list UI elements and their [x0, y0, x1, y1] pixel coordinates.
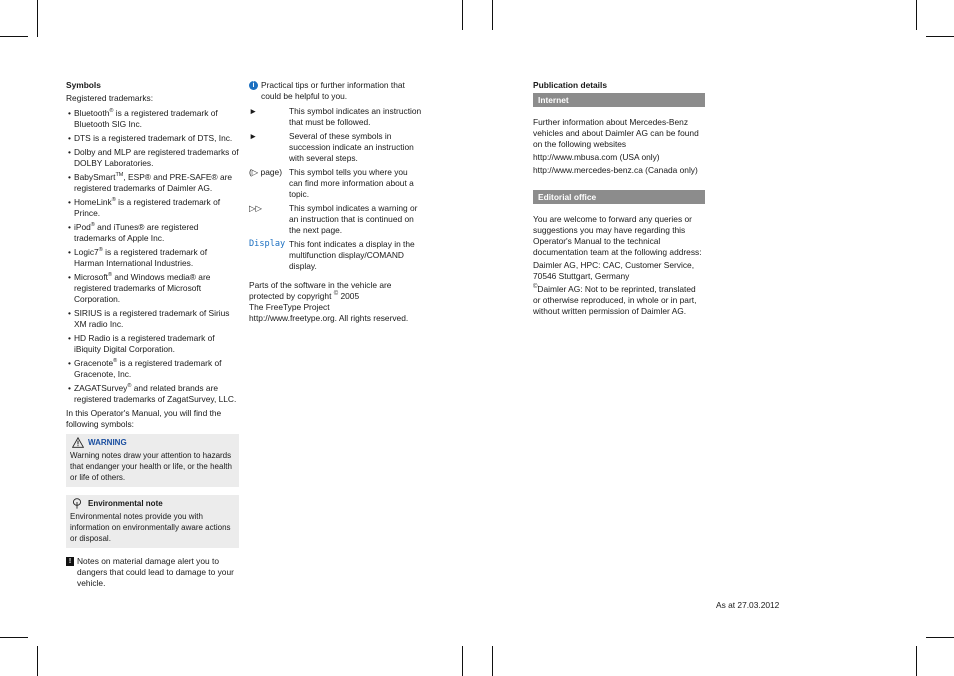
symbol-row	[249, 167, 422, 200]
symbol-description: This symbol indicates a warning or an instruction that is continued on the next page.	[289, 203, 418, 235]
right-column	[533, 80, 705, 317]
tips-note	[249, 80, 422, 102]
trademark-item: • BabySmart™, ESP® and PRE-SAFE® are registered trademarks of Daimler AG.	[66, 172, 239, 194]
internet-bar: Internet	[533, 93, 705, 107]
warning-triangle-icon	[72, 437, 84, 448]
software-notice	[249, 280, 422, 324]
warning-box	[66, 434, 239, 487]
internet-text: Further information about Mercedes-Benz vehicles and about Daimler AG can be found on the following websites	[533, 117, 699, 149]
trademark-item: • ZAGATSurvey® and related brands are registered trademarks of ZagatSurvey, LLC.	[66, 383, 239, 405]
address: Daimler AG, HPC: CAC, Customer Service, 70546 Stuttgart, Germany	[533, 260, 695, 281]
crop-mark	[37, 0, 38, 37]
trademark-item: • HD Radio is a registered trademark of iBiquity Digital Corporation.	[66, 333, 239, 355]
symbol-glyph: Display	[249, 239, 286, 249]
symbol-glyph: ►	[249, 106, 258, 116]
trademark-item: • HomeLink® is a registered trademark of Prince.	[66, 197, 239, 219]
symbol-description: Several of these symbols in succession indicate an instruction with several steps.	[289, 131, 414, 163]
software-line4: http://www.freetype.org. All rights reserved.	[249, 313, 409, 323]
environment-leaf-icon	[72, 498, 82, 509]
url-usa: http://www.mbusa.com (USA only)	[533, 152, 660, 162]
symbols-intro: In this Operator's Manual, you will find the following symbols:	[66, 408, 222, 429]
symbol-description: This symbol tells you where you can find more information about a topic.	[289, 167, 414, 199]
trademark-item: • DTS is a registered trademark of DTS, Inc.	[66, 133, 239, 144]
crop-mark	[916, 646, 917, 676]
left-column	[66, 80, 239, 589]
symbol-glyph: ►	[249, 131, 258, 141]
trademark-list	[66, 108, 239, 405]
environment-title-row	[70, 498, 235, 509]
symbol-row	[249, 203, 422, 236]
trademark-item: • Dolby and MLP are registered trademarks of DOLBY Laboratories.	[66, 147, 239, 169]
warning-title-row	[70, 437, 235, 448]
environment-box	[66, 495, 239, 548]
trademark-item: • SIRIUS is a registered trademark of Sirius XM radio Inc.	[66, 308, 239, 330]
crop-mark	[492, 0, 493, 30]
damage-note	[66, 556, 239, 589]
copyright-notice: ©Daimler AG: Not to be reprinted, translated or otherwise reproduced, in whole or in part, without written permission of Daimler AG.	[533, 284, 697, 316]
crop-mark	[462, 646, 463, 676]
trademark-item: • Gracenote® is a registered trademark of Gracenote, Inc.	[66, 358, 239, 380]
crop-mark	[37, 646, 38, 676]
editorial-text: You are welcome to forward any queries or suggestions you may have regarding this Operator's Manual to the technical documentation team at the following address:	[533, 214, 702, 257]
warning-text: Warning notes draw your attention to hazards that endanger your health or life, or the health or life of others.	[70, 451, 232, 482]
crop-mark	[0, 637, 28, 638]
warning-title: WARNING	[88, 438, 127, 447]
environment-title: Environmental note	[88, 499, 163, 508]
crop-mark	[492, 646, 493, 676]
symbol-description: This font indicates a display in the multifunction display/COMAND display.	[289, 239, 415, 271]
symbol-glyph: (▷ page)	[249, 167, 282, 177]
software-line1: Parts of the software in the vehicle are	[249, 280, 392, 290]
symbol-glyph: ▷▷	[249, 203, 262, 213]
symbol-description: This symbol indicates an instruction that must be followed.	[289, 106, 422, 127]
date-stamp: As at 27.03.2012	[716, 600, 780, 610]
damage-exclamation-icon: !	[66, 557, 74, 566]
crop-mark	[926, 36, 954, 37]
trademarks-subheading: Registered trademarks:	[66, 93, 154, 103]
trademark-item: • iPod® and iTunes® are registered trademarks of Apple Inc.	[66, 222, 239, 244]
symbol-row	[249, 239, 422, 272]
editorial-bar: Editorial office	[533, 190, 705, 204]
environment-text: Environmental notes provide you with information on environmentally aware actions or disposal.	[70, 512, 231, 543]
symbol-row	[249, 106, 422, 128]
trademark-item: • Logic7® is a registered trademark of Harman International Industries.	[66, 247, 239, 269]
url-canada: http://www.mercedes-benz.ca (Canada only)	[533, 165, 698, 175]
crop-mark	[916, 0, 917, 30]
tips-text: Practical tips or further information that could be helpful to you.	[261, 80, 405, 101]
software-line3: The FreeType Project	[249, 302, 330, 312]
crop-mark	[462, 0, 463, 30]
symbol-list	[249, 106, 422, 272]
trademark-item: • Microsoft® and Windows media® are registered trademarks of Microsoft Corporation.	[66, 272, 239, 305]
crop-mark	[0, 36, 28, 37]
crop-mark	[926, 637, 954, 638]
info-icon: i	[249, 81, 258, 90]
symbol-row	[249, 131, 422, 164]
middle-column	[249, 80, 422, 324]
trademark-item: • Bluetooth® is a registered trademark of Bluetooth SIG Inc.	[66, 108, 239, 130]
damage-note-text: Notes on material damage alert you to dangers that could lead to damage to your vehicle.	[77, 556, 234, 588]
symbols-heading: Symbols	[66, 80, 101, 90]
publication-heading: Publication details	[533, 80, 607, 90]
software-line2: protected by copyright © 2005	[249, 291, 360, 301]
